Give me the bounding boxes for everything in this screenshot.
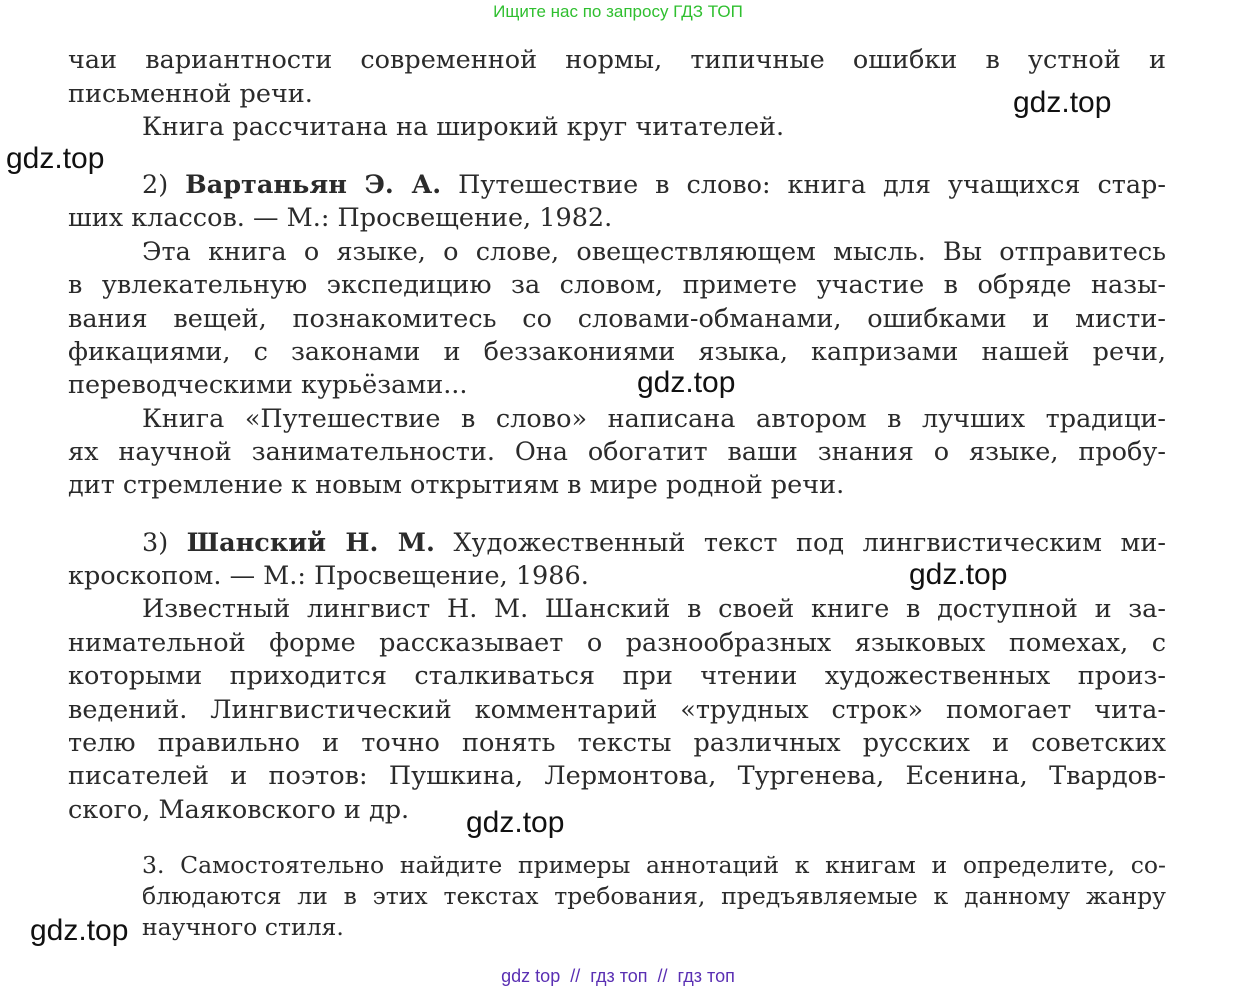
text-line: телю правильно и точно понять тексты различных русских и советских xyxy=(68,728,1166,758)
bibliography-entry-3 xyxy=(142,526,1166,560)
text-line: письменной речи. xyxy=(68,79,313,109)
entry-number: 2) xyxy=(142,170,169,200)
text-line: Эта книга о языке, о слове, овеществляющем мысль. Вы отправитесь xyxy=(142,237,1166,267)
task-text: блюдаются ли в этих текстах требования, предъявляемые к данному жанру xyxy=(142,882,1166,910)
top-banner: Ищите нас по запросу ГДЗ ТОП xyxy=(493,2,743,21)
text-line: нимательной форме рассказывает о разнообразных языковых помехах, с xyxy=(68,628,1166,658)
watermark: gdz.top xyxy=(6,142,105,175)
text-line: которыми приходится сталкиваться при чтении художественных произ- xyxy=(68,661,1166,691)
text-line: дит стремление к новым открытиям в мире родной речи. xyxy=(68,470,845,500)
footer-links: gdz top // гдз топ // гдз топ xyxy=(501,966,735,986)
entry-author: Вартаньян Э. А. xyxy=(185,170,442,200)
text-line: фикациями, с законами и беззакониями языка, капризами нашей речи, xyxy=(68,337,1166,367)
watermark: gdz.top xyxy=(909,558,1008,591)
text-line: вания вещей, познакомитесь со словами-обманами, ошибками и мисти- xyxy=(68,304,1166,334)
watermark: gdz.top xyxy=(1013,86,1112,119)
entry-title: Художественный текст под лингвистическим ми- xyxy=(453,528,1167,558)
text-line: чаи вариантности современной нормы, типичные ошибки в устной и xyxy=(68,45,1166,75)
task-text: научного стиля. xyxy=(142,913,344,941)
text-line: писателей и поэтов: Пушкина, Лермонтова, Тургенева, Есенина, Твардов- xyxy=(68,761,1166,791)
text-line: в увлекательную экспедицию за словом, примете участие в обряде назы- xyxy=(68,270,1166,300)
text-line: ведений. Лингвистический комментарий «трудных строк» помогает чита- xyxy=(68,695,1166,725)
text-line: ших классов. — М.: Просвещение, 1982. xyxy=(68,203,613,233)
entry-author: Шанский Н. М. xyxy=(186,528,435,558)
text-line: ях научной занимательности. Она обогатит ваши знания о языке, пробу- xyxy=(68,437,1166,467)
entry-number: 3) xyxy=(142,528,169,558)
text-line: Книга рассчитана на широкий круг читателей. xyxy=(142,112,785,142)
task-text: 3. Самостоятельно найдите примеры аннотаций к книгам и определите, со- xyxy=(142,851,1166,879)
text-line: Книга «Путешествие в слово» написана автором в лучших традици- xyxy=(142,404,1166,434)
watermark: gdz.top xyxy=(30,914,129,947)
bibliography-entry-2 xyxy=(142,168,1166,202)
text-line: переводческими курьёзами... xyxy=(68,370,468,400)
entry-title: Путешествие в слово: книга для учащихся стар- xyxy=(458,170,1166,200)
watermark: gdz.top xyxy=(466,806,565,839)
text-line: кроскопом. — М.: Просвещение, 1986. xyxy=(68,561,589,591)
text-line: Известный лингвист Н. М. Шанский в своей книге в доступной и за- xyxy=(142,594,1166,624)
watermark: gdz.top xyxy=(637,366,736,399)
text-line: ского, Маяковского и др. xyxy=(68,795,410,825)
